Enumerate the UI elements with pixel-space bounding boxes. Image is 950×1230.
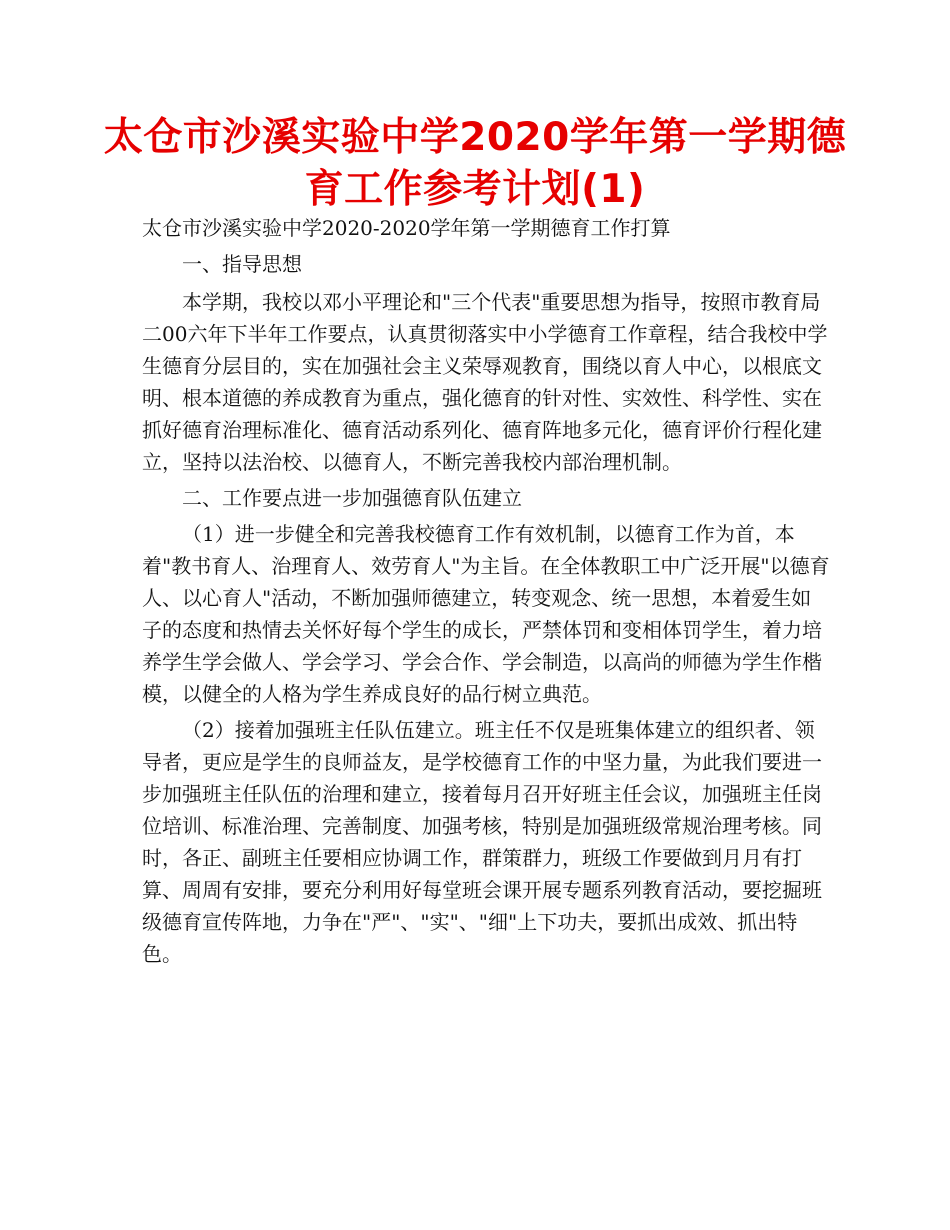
document-title: 太仓市沙溪实验中学2020学年第一学期德育工作参考计划(1) xyxy=(103,115,847,212)
paragraph-guiding-ideology: 本学期，我校以邓小平理论和"三个代表"重要思想为指导，按照市教育局二00六年下半年工作要点，认真贯彻落实中小学德育工作章程，结合我校中学生德育分层目的，实在加强社会主义荣辱观教育，围绕以育人中心，以根底文明、根本道德的养成教育为重点，强化德育的针对性、实效性、科学性、实在抓好德育治理标准化、德育活动系列化、德育阵地多元化，德育评价行程化建立，坚持以法治校、以德育人，不断完善我校内部治理机制。 xyxy=(142,290,828,474)
document-body xyxy=(142,212,830,970)
paragraph-item-1: （1）进一步健全和完善我校德育工作有效机制，以德育工作为首，本着"教书育人、治理育人、效劳育人"为主旨。在全体教职工中广泛开展"以德育人、以心育人"活动，不断加强师德建立，转变观念、统一思想，本着爱生如子的态度和热情去关怀好每个学生的成长，严禁体罚和变相体罚学生，着力培养学生学会做人、学会学习、学会合作、学会制造，以高尚的师德为学生作楷模，以健全的人格为学生养成良好的品行树立典范。 xyxy=(142,522,830,706)
section-heading-work-points: 二、工作要点进一步加强德育队伍建立 xyxy=(182,486,522,510)
document-subtitle: 太仓市沙溪实验中学2020-2020学年第一学期德育工作打算 xyxy=(142,216,671,240)
paragraph-item-2: （2）接着加强班主任队伍建立。班主任不仅是班集体建立的组织者、领导者，更应是学生的良师益友，是学校德育工作的中坚力量，为此我们要进一步加强班主任队伍的治理和建立，接着每月召开好班主任会议，加强班主任岗位培训、标准治理、完善制度、加强考核，特别是加强班级常规治理考核。同时，各正、副班主任要相应协调工作，群策群力，班级工作要做到月月有打算、周周有安排，要充分利用好每堂班会课开展专题系列教育活动，要挖掘班级德育宣传阵地，力争在"严"、"实"、"细"上下功夫，要抓出成效、抓出特色。 xyxy=(142,718,822,966)
section-heading-guiding-ideology: 一、指导思想 xyxy=(182,252,302,276)
